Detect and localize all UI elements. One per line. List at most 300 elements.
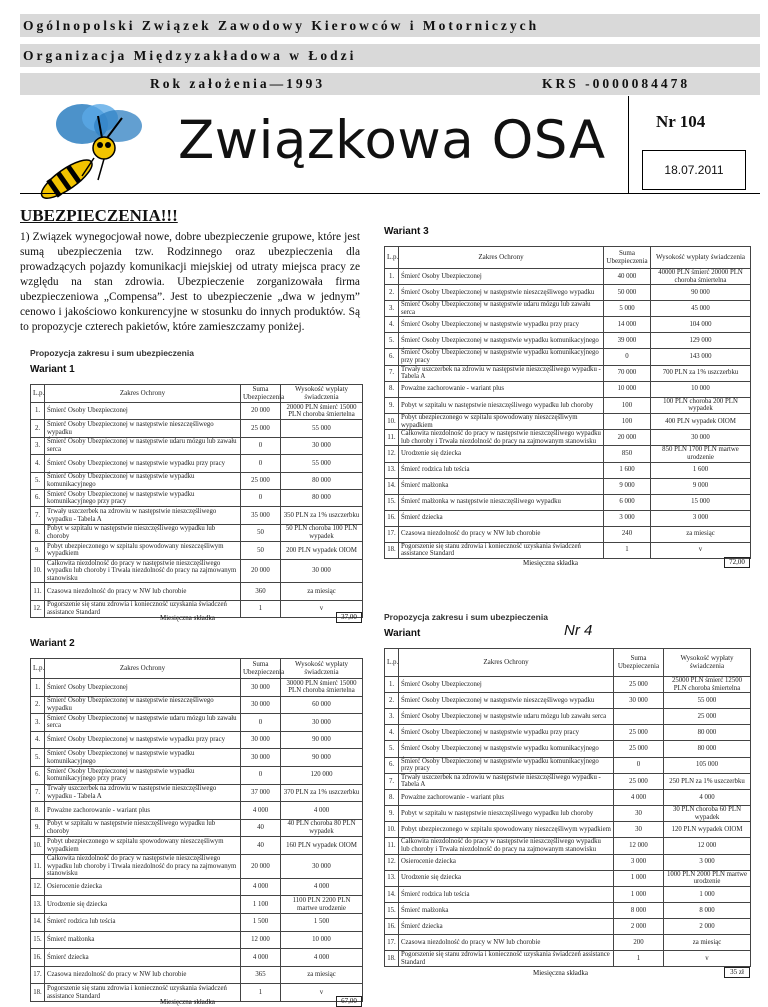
row-scope: Czasowa niezdolność do pracy w NW lub chorobie	[399, 935, 614, 951]
row-scope: Śmierć Osoby Ubezpieczonej w następstwie wypadku przy pracy	[45, 731, 241, 749]
row-number: 12.	[31, 600, 45, 617]
table-row	[385, 494, 751, 510]
row-sum: 1 000	[614, 886, 664, 902]
row-sum: 14 000	[604, 317, 651, 333]
row-payout: 80 000	[281, 489, 363, 506]
row-number: 6.	[385, 349, 399, 365]
row-number: 13.	[31, 896, 45, 914]
row-payout: 30 000	[281, 714, 363, 732]
row-number: 15.	[31, 931, 45, 949]
row-number: 17.	[385, 526, 399, 542]
row-sum: 50	[241, 524, 281, 541]
row-payout: 80 000	[664, 725, 751, 741]
table-row	[385, 526, 751, 542]
row-number: 6.	[31, 489, 45, 506]
row-scope: Śmierć Osoby Ubezpieczonej w następstwie nieszczęśliwego wypadku	[45, 696, 241, 714]
row-sum: 30 000	[614, 693, 664, 709]
row-number: 3.	[31, 714, 45, 732]
row-number: 1.	[31, 679, 45, 697]
row-scope: Śmierć Osoby Ubezpieczonej w następstwie wypadku przy pracy	[399, 317, 604, 333]
wariant1-table	[30, 384, 363, 618]
row-sum: 25 000	[614, 725, 664, 741]
row-payout: 55 000	[664, 693, 751, 709]
row-number: 16.	[385, 510, 399, 526]
row-sum: 1	[614, 951, 664, 967]
row-sum: 240	[604, 526, 651, 542]
row-sum: 25 000	[241, 420, 281, 437]
table-row	[31, 949, 363, 967]
org-name: Ogólnopolski Związek Zawodowy Kierowców i Motorniczych	[20, 14, 760, 37]
table-row	[31, 731, 363, 749]
row-number: 18.	[31, 984, 45, 1002]
row-sum: 12 000	[614, 838, 664, 854]
row-number: 13.	[385, 462, 399, 478]
table-row	[385, 285, 751, 301]
issue-date: 18.07.2011	[642, 150, 746, 190]
row-sum: 1	[241, 600, 281, 617]
row-number: 11.	[385, 430, 399, 446]
row-sum: 30	[614, 822, 664, 838]
row-number: 2.	[385, 285, 399, 301]
row-sum: 4 000	[241, 802, 281, 820]
table-row	[31, 749, 363, 767]
table-row	[31, 489, 363, 506]
wariant2-premium-label: Miesięczna składka	[160, 997, 216, 1006]
row-scope: Urodzenie się dziecka	[399, 870, 614, 886]
table-header-row	[31, 659, 363, 679]
table-row	[31, 714, 363, 732]
row-scope: Śmierć Osoby Ubezpieczonej	[45, 403, 241, 420]
table-row	[385, 478, 751, 494]
row-scope: Śmierć Osoby Ubezpieczonej w następstwie nieszczęśliwego wypadku	[399, 693, 614, 709]
row-payout: 30 000	[651, 430, 751, 446]
table-row	[31, 472, 363, 489]
row-payout: 30 000	[281, 559, 363, 583]
row-scope: Pobyt w szpitalu w następstwie nieszczęśliwego wypadku lub choroby	[399, 806, 614, 822]
row-number: 11.	[31, 583, 45, 600]
table-row	[385, 935, 751, 951]
table-row	[31, 679, 363, 697]
row-sum: 0	[241, 489, 281, 506]
row-payout: 30 PLN choroba 60 PLN wypadek	[664, 806, 751, 822]
wariant3-premium-label: Miesięczna składka	[523, 559, 579, 567]
table-row	[385, 430, 751, 446]
table-row	[385, 365, 751, 381]
row-sum: 100	[604, 413, 651, 429]
row-scope: Śmierć Osoby Ubezpieczonej w następstwie wypadku komunikacyjnego	[399, 333, 604, 349]
table-row	[385, 301, 751, 317]
table-row	[385, 773, 751, 789]
row-number: 7.	[31, 507, 45, 524]
table-row	[385, 381, 751, 397]
table-header-row	[385, 649, 751, 677]
row-number: 9.	[385, 806, 399, 822]
wariant1-premium-label: Miesięczna składka	[160, 613, 216, 622]
row-sum: 50	[241, 542, 281, 559]
table-row	[31, 878, 363, 896]
row-sum: 850	[604, 446, 651, 462]
row-payout: za miesiąc	[664, 935, 751, 951]
table-row	[31, 437, 363, 454]
row-scope: Poważne zachorowanie - wariant plus	[399, 381, 604, 397]
row-sum: 12 000	[241, 931, 281, 949]
table-row	[31, 403, 363, 420]
header-zakres: Zakres Ochrony	[45, 385, 241, 403]
row-sum: 30 000	[241, 696, 281, 714]
row-payout: 90 000	[651, 285, 751, 301]
row-payout: 40 PLN choroba 80 PLN wypadek	[281, 819, 363, 837]
table-row	[31, 583, 363, 600]
row-scope: Śmierć Osoby Ubezpieczonej w następstwie wypadku przy pracy	[399, 725, 614, 741]
table-row	[31, 784, 363, 802]
wariant2-premium-value: 67,00	[336, 996, 362, 1007]
row-number: 2.	[31, 696, 45, 714]
table-row	[31, 524, 363, 541]
table-row	[31, 931, 363, 949]
row-scope: Śmierć Osoby Ubezpieczonej w następstwie nieszczęśliwego wypadku	[399, 285, 604, 301]
row-payout: v	[281, 984, 363, 1002]
row-sum: 200	[614, 935, 664, 951]
row-sum: 0	[241, 766, 281, 784]
row-scope: Śmierć Osoby Ubezpieczonej	[45, 679, 241, 697]
table-row	[385, 333, 751, 349]
row-payout: 8 000	[664, 902, 751, 918]
row-payout: 700 PLN za 1% uszczerbku	[651, 365, 751, 381]
row-payout: 120 000	[281, 766, 363, 784]
table-row	[385, 951, 751, 967]
wariant1-label: Wariant 1	[30, 364, 75, 375]
table-row	[385, 822, 751, 838]
table-row	[31, 819, 363, 837]
row-number: 6.	[31, 766, 45, 784]
wariant4-proposal-title: Propozycja zakresu i sum ubezpieczenia	[384, 612, 548, 622]
row-sum: 8 000	[614, 902, 664, 918]
row-number: 2.	[31, 420, 45, 437]
row-sum: 35 000	[241, 507, 281, 524]
table-row	[385, 677, 751, 693]
row-payout: 55 000	[281, 420, 363, 437]
row-number: 3.	[385, 709, 399, 725]
row-number: 10.	[31, 559, 45, 583]
header-wysokosc: Wysokość wypłaty świadczenia	[651, 247, 751, 269]
row-sum: 5 000	[604, 301, 651, 317]
wariant4-table	[384, 648, 751, 967]
row-payout: 100 PLN choroba 200 PLN wypadek	[651, 397, 751, 413]
row-number: 3.	[31, 437, 45, 454]
row-payout: 1 500	[281, 913, 363, 931]
row-scope: Śmierć dziecka	[399, 510, 604, 526]
table-header-row	[31, 385, 363, 403]
table-row	[385, 789, 751, 805]
table-row	[385, 725, 751, 741]
row-scope: Trwały uszczerbek na zdrowiu w następstwie nieszczęśliwego wypadku - Tabela A	[45, 784, 241, 802]
row-number: 8.	[31, 524, 45, 541]
row-payout: 30000 PLN śmierć 15000 PLN choroba śmiertelna	[281, 679, 363, 697]
row-sum: 39 000	[604, 333, 651, 349]
row-payout: 90 000	[281, 749, 363, 767]
wariant1-premium-value: 37,00	[336, 612, 362, 623]
org-info-band	[20, 73, 760, 95]
row-sum: 25 000	[614, 741, 664, 757]
row-scope: Śmierć Osoby Ubezpieczonej w następstwie wypadku komunikacyjnego przy pracy	[45, 766, 241, 784]
row-payout: 15 000	[651, 494, 751, 510]
row-sum: 0	[604, 349, 651, 365]
row-scope: Śmierć Osoby Ubezpieczonej w następstwie udaru mózgu lub zawału serca	[399, 709, 614, 725]
row-number: 4.	[31, 731, 45, 749]
table-row	[385, 542, 751, 558]
row-scope: Śmierć Osoby Ubezpieczonej w następstwie nieszczęśliwego wypadku	[45, 420, 241, 437]
row-sum: 20 000	[604, 430, 651, 446]
table-row	[31, 507, 363, 524]
table-row	[31, 913, 363, 931]
row-sum: 10 000	[604, 381, 651, 397]
row-number: 12.	[385, 446, 399, 462]
table-row	[385, 413, 751, 429]
table-row	[385, 886, 751, 902]
row-number: 18.	[385, 542, 399, 558]
row-number: 13.	[385, 870, 399, 886]
row-scope: Pobyt ubezpieczonego w szpitalu spowodowany nieszczęśliwym wypadkiem	[45, 542, 241, 559]
row-scope: Śmierć Osoby Ubezpieczonej w następstwie wypadku komunikacyjnego	[45, 749, 241, 767]
row-number: 12.	[31, 878, 45, 896]
row-payout: 350 PLN za 1% uszczerbku	[281, 507, 363, 524]
row-payout: 40000 PLN śmierć 20000 PLN choroba śmiertelna	[651, 269, 751, 285]
row-sum: 40	[241, 837, 281, 855]
row-payout: 55 000	[281, 455, 363, 472]
row-sum: 1 500	[241, 913, 281, 931]
row-number: 16.	[385, 918, 399, 934]
row-number: 8.	[31, 802, 45, 820]
row-sum: 25 000	[614, 677, 664, 693]
table-row	[31, 802, 363, 820]
wariant2-label: Wariant 2	[30, 638, 75, 649]
table-row	[385, 806, 751, 822]
wariant4-premium-value: 35 zł	[724, 967, 750, 978]
header-suma: Suma Ubezpieczenia	[614, 649, 664, 677]
table-row	[385, 269, 751, 285]
row-payout: 4 000	[664, 789, 751, 805]
row-scope: Pogorszenie się stanu zdrowia i konieczność uzyskania świadczeń assistance Standard	[399, 951, 614, 967]
row-scope: Poważne zachorowanie - wariant plus	[399, 789, 614, 805]
row-number: 1.	[385, 269, 399, 285]
header-lp: L.p.	[31, 385, 45, 403]
wariant3-label: Wariant 3	[384, 226, 429, 237]
row-number: 5.	[385, 741, 399, 757]
row-number: 1.	[31, 403, 45, 420]
row-scope: Pogorszenie się stanu zdrowia i konieczność uzyskania świadczeń assistance Standard	[45, 600, 241, 617]
row-payout: za miesiąc	[281, 583, 363, 600]
row-number: 8.	[385, 381, 399, 397]
table-row	[385, 317, 751, 333]
row-sum: 4 000	[241, 949, 281, 967]
row-number: 9.	[31, 819, 45, 837]
table-row	[385, 693, 751, 709]
row-payout: 20000 PLN śmierć 15000 PLN choroba śmiertelna	[281, 403, 363, 420]
header-lp: L.p.	[385, 247, 399, 269]
newsletter-header	[0, 0, 768, 196]
row-number: 9.	[385, 397, 399, 413]
row-number: 7.	[385, 773, 399, 789]
row-scope: Śmierć Osoby Ubezpieczonej w następstwie udaru mózgu lub zawału serca	[45, 714, 241, 732]
row-number: 10.	[31, 837, 45, 855]
table-row	[385, 510, 751, 526]
row-sum: 40	[241, 819, 281, 837]
row-payout: 4 000	[281, 878, 363, 896]
row-payout: 143 000	[651, 349, 751, 365]
row-sum: 30	[614, 806, 664, 822]
row-sum: 0	[241, 437, 281, 454]
row-number: 4.	[385, 725, 399, 741]
row-scope: Całkowita niezdolność do pracy w następstwie nieszczęśliwego wypadku lub choroby i Trwała niezdolność do pracy na zajmowanym stanowisku	[399, 838, 614, 854]
table-row	[31, 696, 363, 714]
row-payout: za miesiąc	[281, 966, 363, 984]
row-sum: 4 000	[241, 878, 281, 896]
row-payout: 30 000	[281, 854, 363, 878]
wariant1-proposal-title: Propozycja zakresu i sum ubezpieczenia	[30, 348, 194, 358]
row-number: 14.	[31, 913, 45, 931]
row-payout: 850 PLN 1700 PLN martwe urodzenie	[651, 446, 751, 462]
issue-number: Nr 104	[656, 112, 706, 131]
table-row	[385, 446, 751, 462]
row-scope: Osierocenie dziecka	[399, 854, 614, 870]
row-payout: 9 000	[651, 478, 751, 494]
founded-year: Rok założenia—1993	[150, 76, 326, 91]
row-number: 16.	[31, 949, 45, 967]
row-number: 8.	[385, 789, 399, 805]
row-scope: Pobyt ubezpieczonego w szpitalu spowodowany nieszczęśliwym wypadkiem	[399, 413, 604, 429]
row-scope: Śmierć Osoby Ubezpieczonej w następstwie udaru mózgu lub zawału serca	[45, 437, 241, 454]
org-unit: Organizacja Międzyzakładowa w Łodzi	[20, 44, 760, 67]
table-row	[385, 709, 751, 725]
row-payout: za miesiąc	[651, 526, 751, 542]
row-number: 15.	[385, 902, 399, 918]
header-zakres: Zakres Ochrony	[399, 649, 614, 677]
row-sum: 4 000	[614, 789, 664, 805]
row-sum: 20 000	[241, 559, 281, 583]
row-sum: 70 000	[604, 365, 651, 381]
row-payout: v	[651, 542, 751, 558]
row-payout: 250 PLN za 1% uszczerbku	[664, 773, 751, 789]
row-sum: 100	[604, 397, 651, 413]
row-payout: 60 000	[281, 696, 363, 714]
row-payout: 80 000	[281, 472, 363, 489]
row-number: 9.	[31, 542, 45, 559]
table-row	[31, 542, 363, 559]
header-suma: Suma Ubezpieczenia	[604, 247, 651, 269]
row-sum: 30 000	[241, 749, 281, 767]
row-number: 11.	[385, 838, 399, 854]
row-payout: 1100 PLN 2200 PLN martwe urodzenie	[281, 896, 363, 914]
header-divider	[628, 96, 629, 194]
krs-number: KRS -0000084478	[542, 76, 691, 91]
row-scope: Śmierć Osoby Ubezpieczonej	[399, 269, 604, 285]
row-number: 12.	[385, 854, 399, 870]
row-sum: 0	[241, 455, 281, 472]
wariant4-label: Wariant	[384, 628, 421, 639]
row-number: 1.	[385, 677, 399, 693]
row-scope: Urodzenie się dziecka	[399, 446, 604, 462]
row-sum: 25 000	[614, 773, 664, 789]
table-row	[31, 766, 363, 784]
row-sum	[614, 709, 664, 725]
row-scope: Poważne zachorowanie - wariant plus	[45, 802, 241, 820]
header-suma: Suma Ubezpieczenia	[241, 385, 281, 403]
table-row	[31, 837, 363, 855]
row-sum: 360	[241, 583, 281, 600]
row-number: 10.	[385, 413, 399, 429]
row-scope: Czasowa niezdolność do pracy w NW lub chorobie	[45, 583, 241, 600]
header-suma: Suma Ubezpieczenia	[241, 659, 281, 679]
row-sum: 6 000	[604, 494, 651, 510]
header-rule	[20, 193, 760, 194]
row-number: 15.	[385, 494, 399, 510]
row-payout: 400 PLN wypadek OIOM	[651, 413, 751, 429]
row-payout: 1 600	[651, 462, 751, 478]
row-payout: 50 PLN choroba 100 PLN wypadek	[281, 524, 363, 541]
row-sum: 50 000	[604, 285, 651, 301]
header-zakres: Zakres Ochrony	[399, 247, 604, 269]
header-wysokosc: Wysokość wypłaty świadczenia	[281, 659, 363, 679]
row-sum: 3 000	[614, 854, 664, 870]
wariant4-premium-label: Miesięczna składka	[533, 968, 589, 977]
row-payout: 105 000	[664, 757, 751, 773]
row-scope: Osierocenie dziecka	[45, 878, 241, 896]
table-row	[385, 870, 751, 886]
table-row	[385, 757, 751, 773]
row-sum: 37 000	[241, 784, 281, 802]
row-scope: Trwały uszczerbek na zdrowiu w następstwie nieszczęśliwego wypadku - Tabela A	[45, 507, 241, 524]
row-sum: 0	[241, 714, 281, 732]
row-scope: Śmierć dziecka	[45, 949, 241, 967]
article-heading: UBEZPIECZENIA!!!	[20, 206, 178, 225]
row-payout: 1 000	[664, 886, 751, 902]
row-number: 10.	[385, 822, 399, 838]
row-scope: Śmierć rodzica lub teścia	[399, 886, 614, 902]
row-sum: 30 000	[241, 679, 281, 697]
newsletter-title: Związkowa OSA	[178, 110, 606, 171]
row-payout: 30 000	[281, 437, 363, 454]
row-sum: 1 000	[614, 870, 664, 886]
table-row	[385, 918, 751, 934]
row-sum: 1 600	[604, 462, 651, 478]
row-scope: Pogorszenie się stanu zdrowia i konieczność uzyskania świadczeń assistance Standard	[45, 984, 241, 1002]
row-payout: 1000 PLN 2000 PLN martwe urodzenie	[664, 870, 751, 886]
row-sum: 1 100	[241, 896, 281, 914]
row-number: 7.	[385, 365, 399, 381]
row-scope: Całkowita niezdolność do pracy w następstwie nieszczęśliwego wypadku lub choroby i Trwała niezdolność do pracy na zajmowanym stanowisku	[45, 559, 241, 583]
wasp-logo-icon	[22, 96, 172, 194]
row-sum: 2 000	[614, 918, 664, 934]
row-scope: Śmierć rodzica lub teścia	[399, 462, 604, 478]
row-scope: Śmierć Osoby Ubezpieczonej w następstwie wypadku przy pracy	[45, 455, 241, 472]
row-number: 4.	[31, 455, 45, 472]
header-wysokosc: Wysokość wypłaty świadczenia	[281, 385, 363, 403]
row-number: 5.	[31, 749, 45, 767]
row-payout: 104 000	[651, 317, 751, 333]
row-payout: 25000 PLN śmierć 12500 PLN choroba śmiertelna	[664, 677, 751, 693]
row-scope: Śmierć Osoby Ubezpieczonej w następstwie wypadku komunikacyjnego	[45, 472, 241, 489]
row-number: 14.	[385, 886, 399, 902]
row-number: 5.	[31, 472, 45, 489]
row-payout: 4 000	[281, 802, 363, 820]
table-row	[385, 838, 751, 854]
row-scope: Pobyt w szpitalu w następstwie nieszczęśliwego wypadku lub choroby	[45, 819, 241, 837]
row-sum: 20 000	[241, 854, 281, 878]
row-scope: Pogorszenie się stanu zdrowia i konieczność uzyskania świadczeń assistance Standard	[399, 542, 604, 558]
row-number: 5.	[385, 333, 399, 349]
row-number: 7.	[31, 784, 45, 802]
row-number: 2.	[385, 693, 399, 709]
